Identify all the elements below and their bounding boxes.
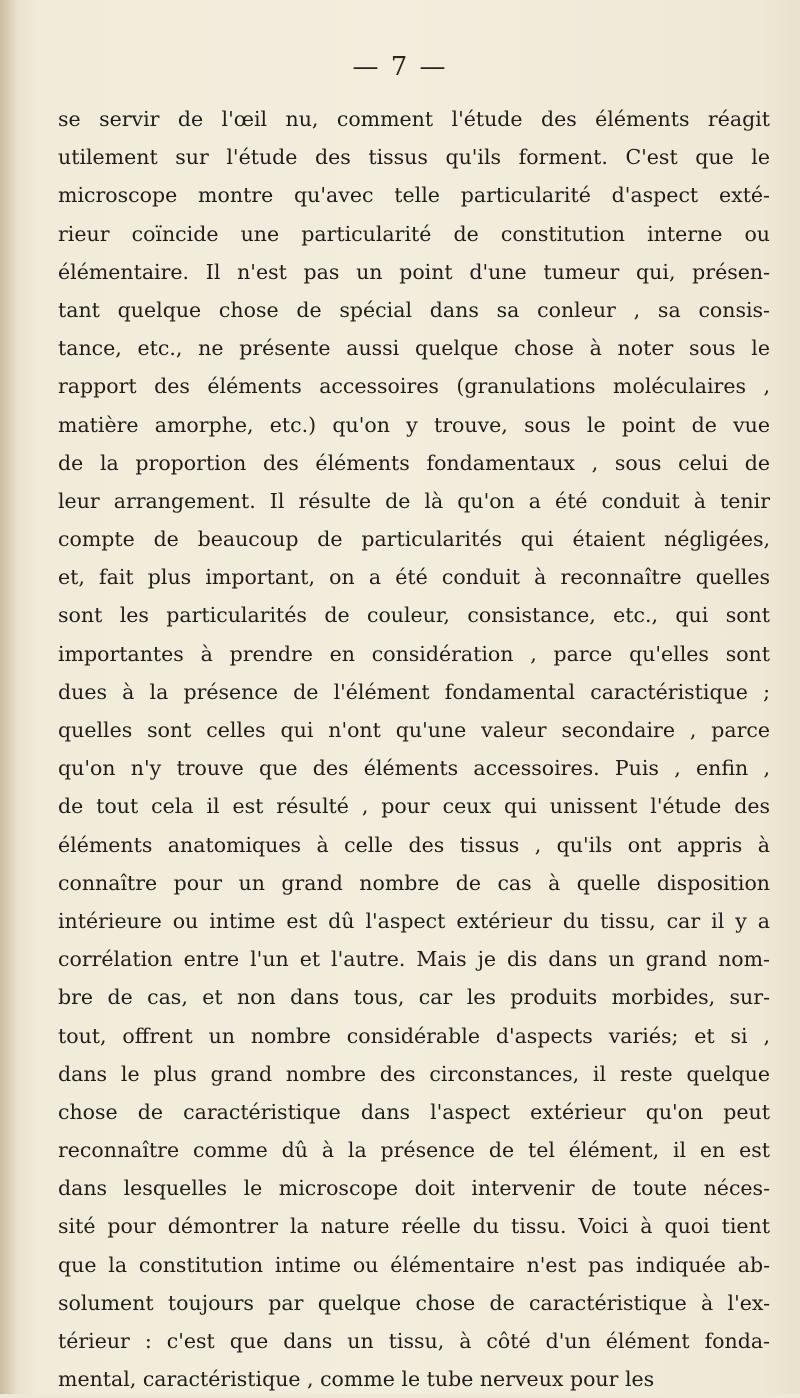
text-line: bre de cas, et non dans tous, car les produits morbides, sur- <box>58 985 770 1010</box>
page-number: — 7 — <box>352 52 448 82</box>
text-line: térieur : c'est que dans un tissu, à côté d'un élément fonda- <box>58 1329 770 1353</box>
text-line: tance, etc., ne présente aussi quelque chose à noter sous le <box>58 336 770 361</box>
text-line: tout, offrent un nombre considérable d'aspects variés; et si , <box>58 1023 770 1048</box>
text-line: matière amorphe, etc.) qu'on y trouve, sous le point de vue <box>58 412 770 437</box>
text-line: se servir de l'œil nu, comment l'étude des éléments réagit <box>58 107 770 131</box>
text-line: microscope montre qu'avec telle particularité d'aspect exté- <box>58 183 770 208</box>
text-line: leur arrangement. Il résulte de là qu'on a été conduit à tenir <box>58 488 770 513</box>
text-line: qu'on n'y trouve que des éléments accessoires. Puis , enfin , <box>58 756 770 781</box>
text-line: dans lesquelles le microscope doit intervenir de toute néces- <box>58 1176 770 1201</box>
text-line: solument toujours par quelque chose de caractéristique à l'ex- <box>58 1290 770 1315</box>
text-line: rapport des éléments accessoires (granulations moléculaires , <box>58 374 770 399</box>
text-line: sont les particularités de couleur, consistance, etc., qui sont <box>58 603 770 628</box>
text-line: que la constitution intime ou élémentaire n'est pas indiquée ab- <box>58 1252 770 1277</box>
text-line: élémentaire. Il n'est pas un point d'une tumeur qui, présen- <box>58 259 770 284</box>
text-line: reconnaître comme dû à la présence de tel élément, il en est <box>58 1138 770 1163</box>
text-line: importantes à prendre en considération , parce qu'elles sont <box>58 641 770 666</box>
body-text <box>58 100 770 1398</box>
text-line: corrélation entre l'un et l'autre. Mais je dis dans un grand nom- <box>58 947 770 972</box>
text-line: chose de caractéristique dans l'aspect extérieur qu'on peut <box>58 1099 770 1124</box>
text-line: rieur coïncide une particularité de constitution interne ou <box>58 221 770 246</box>
text-line: quelles sont celles qui n'ont qu'une valeur secondaire , parce <box>58 718 770 742</box>
text-line: compte de beaucoup de particularités qui étaient négligées, <box>58 527 770 552</box>
text-line: mental, caractéristique , comme le tube nerveux pour les <box>58 1367 655 1392</box>
text-line: de la proportion des éléments fondamentaux , sous celui de <box>58 450 770 475</box>
text-line: éléments anatomiques à celle des tissus , qu'ils ont appris à <box>58 832 770 857</box>
text-line: sité pour démontrer la nature réelle du tissu. Voici à quoi tient <box>58 1214 770 1239</box>
text-line: connaître pour un grand nombre de cas à quelle disposition <box>58 870 770 895</box>
text-line: intérieure ou intime est dû l'aspect extérieur du tissu, car il y a <box>58 908 770 933</box>
text-line: utilement sur l'étude des tissus qu'ils forment. C'est que le <box>58 145 770 170</box>
text-line: dues à la présence de l'élément fondamental caractéristique ; <box>58 679 770 704</box>
page-gutter-shadow <box>0 0 18 1394</box>
text-line: de tout cela il est résulté , pour ceux qui unissent l'étude des <box>58 794 770 819</box>
text-line: tant quelque chose de spécial dans sa conleur , sa consis- <box>58 297 770 322</box>
text-line: et, fait plus important, on a été conduit à reconnaître quelles <box>58 565 770 590</box>
text-line: dans le plus grand nombre des circonstances, il reste quelque <box>58 1061 770 1086</box>
